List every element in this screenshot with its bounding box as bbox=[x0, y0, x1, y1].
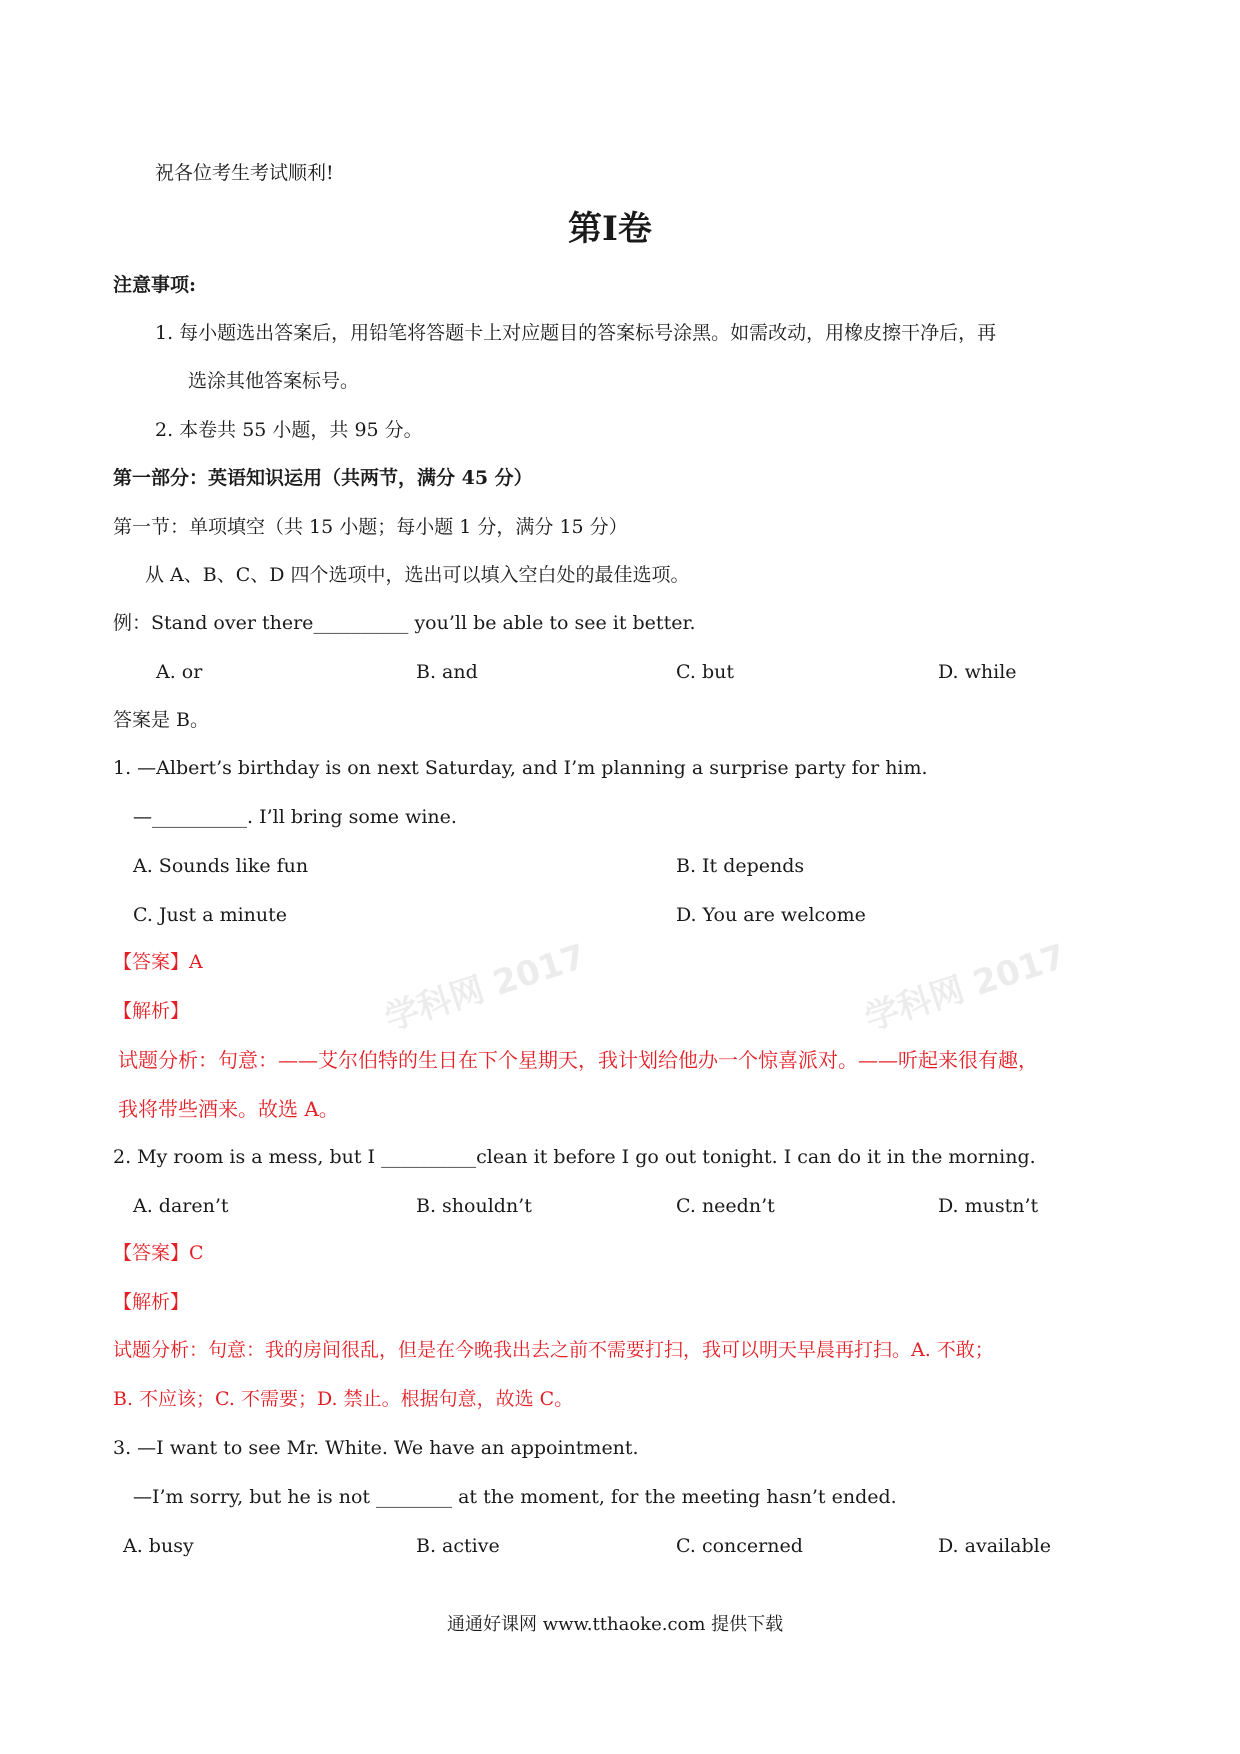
example-stem: 例：Stand over there__________ you’ll be able to see it better. bbox=[113, 612, 696, 634]
q1-analysis-label: 【解析】 bbox=[113, 1000, 190, 1022]
example-option-b: B. and bbox=[416, 661, 478, 683]
q3-option-d: D. available bbox=[938, 1535, 1051, 1557]
q1-analysis-line-1: 试题分析：句意：——艾尔伯特的生日在下个星期天，我计划给他办一个惊喜派对。——听起来很有趣， bbox=[118, 1048, 1038, 1072]
watermark: 学科网 2017 bbox=[860, 936, 1071, 1040]
q2-option-b: B. shouldn’t bbox=[416, 1195, 532, 1217]
greeting: 祝各位考生考试顺利! bbox=[155, 162, 334, 184]
q3-line-1: 3. —I want to see Mr. White. We have an appointment. bbox=[113, 1437, 639, 1459]
section-title: 第I卷 bbox=[568, 209, 652, 249]
q1-answer: 【答案】A bbox=[113, 951, 203, 973]
section-1-heading: 第一节：单项填空（共 15 小题；每小题 1 分，满分 15 分） bbox=[113, 516, 628, 538]
q1-option-b: B. It depends bbox=[676, 855, 805, 877]
q2-analysis-line-1: 试题分析：句意：我的房间很乱，但是在今晚我出去之前不需要打扫，我可以明天早晨再打扫。A. 不敢； bbox=[113, 1339, 994, 1361]
watermark: 学科网 2017 bbox=[380, 936, 591, 1040]
q2-option-a: A. daren’t bbox=[133, 1195, 229, 1217]
q2-answer: 【答案】C bbox=[113, 1242, 204, 1264]
note-1-line-1: 1. 每小题选出答案后，用铅笔将答题卡上对应题目的答案标号涂黑。如需改动，用橡皮擦干净后，再 bbox=[155, 322, 997, 344]
q1-line-1: 1. —Albert’s birthday is on next Saturday, and I’m planning a surprise party for him. bbox=[113, 757, 928, 779]
q3-option-a: A. busy bbox=[123, 1535, 194, 1557]
q1-option-a: A. Sounds like fun bbox=[133, 855, 309, 877]
q2-option-d: D. mustn’t bbox=[938, 1195, 1039, 1217]
q1-option-d: D. You are welcome bbox=[676, 904, 866, 926]
note-2: 2. 本卷共 55 小题，共 95 分。 bbox=[155, 419, 423, 441]
q2-line-1: 2. My room is a mess, but I __________clean it before I go out tonight. I can do it in the morning. bbox=[113, 1146, 1036, 1168]
example-option-a: A. or bbox=[156, 661, 203, 683]
q3-option-c: C. concerned bbox=[676, 1535, 803, 1557]
example-option-d: D. while bbox=[938, 661, 1017, 683]
q1-analysis-line-2: 我将带些酒来。故选 A。 bbox=[118, 1097, 339, 1121]
example-option-c: C. but bbox=[676, 661, 734, 683]
q1-line-2: —__________. I’ll bring some wine. bbox=[133, 806, 457, 828]
q3-line-2: —I’m sorry, but he is not ________ at the moment, for the meeting hasn’t ended. bbox=[133, 1486, 897, 1508]
q3-option-b: B. active bbox=[416, 1535, 500, 1557]
instruction: 从 A、B、C、D 四个选项中，选出可以填入空白处的最佳选项。 bbox=[145, 564, 690, 586]
q2-analysis-label: 【解析】 bbox=[113, 1291, 190, 1313]
page-footer: 通通好课网 www.tthaoke.com 提供下载 bbox=[447, 1614, 784, 1635]
notes-heading: 注意事项: bbox=[113, 274, 197, 296]
note-1-line-2: 选涂其他答案标号。 bbox=[188, 370, 360, 392]
q1-option-c: C. Just a minute bbox=[133, 904, 288, 926]
example-answer: 答案是 B。 bbox=[113, 709, 210, 731]
q2-analysis-line-2: B. 不应该；C. 不需要；D. 禁止。根据句意，故选 C。 bbox=[113, 1388, 574, 1410]
q2-option-c: C. needn’t bbox=[676, 1195, 775, 1217]
part-1-heading: 第一部分：英语知识运用（共两节，满分 45 分） bbox=[113, 467, 533, 489]
